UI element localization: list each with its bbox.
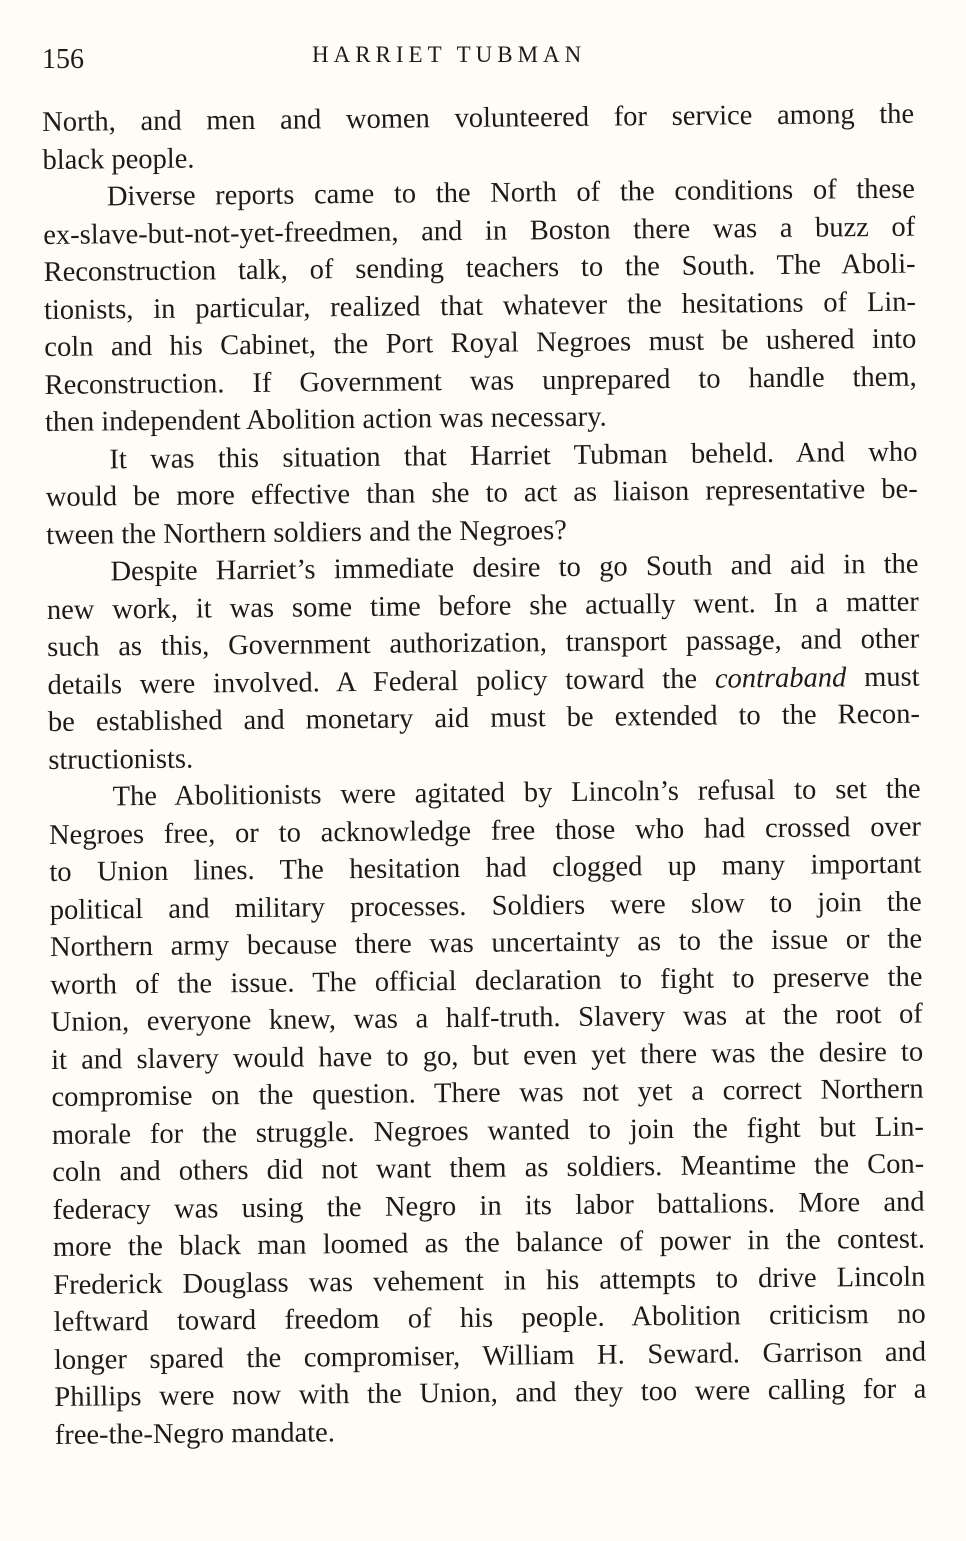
text-line: be established and monetary aid must be extended to the Recon- <box>47 698 921 738</box>
text-line: morale for the struggle. Negroes wanted to join the fight but Lin- <box>51 1111 925 1151</box>
text-line: ex-slave-but-not-yet-freedmen, and in Boston there was a buzz of <box>43 211 916 251</box>
text-line: Reconstruction talk, of sending teachers to the South. The Aboli- <box>43 248 916 288</box>
text-line: leftward toward freedom of his people. Abolition criticism no <box>53 1298 926 1338</box>
text-line: new work, it was some time before she actually went. In a matter <box>46 586 919 626</box>
page-header <box>42 40 906 80</box>
text-line: tween the Northern soldiers and the Negroes? <box>45 514 568 551</box>
running-title: HARRIET TUBMAN <box>312 42 587 67</box>
text-line: such as this, Government authorization, transport passage, and other <box>47 623 920 663</box>
text-line: free-the-Negro mandate. <box>54 1416 336 1451</box>
page-number: 156 <box>42 44 84 75</box>
text-line: compromise on the question. There was not yet a correct Northern <box>51 1073 924 1113</box>
text-line: political and military processes. Soldiers were slow to join the <box>49 886 922 926</box>
text-line: black people. <box>42 143 195 176</box>
text-line: structionists. <box>48 743 194 776</box>
text-line: to Union lines. The hesitation had clogged up many important <box>49 848 922 888</box>
text-line: Diverse reports came to the North of the conditions of these <box>106 173 916 213</box>
text-line: federacy was using the Negro in its labor battalions. More and <box>52 1186 925 1226</box>
text-line: tionists, in particular, realized that whatever the hesitations of Lin- <box>43 286 917 326</box>
text-line: worth of the issue. The official declaration to fight to preserve the <box>50 961 923 1001</box>
text-line: coln and others did not want them as soldiers. Meantime the Con- <box>52 1148 925 1188</box>
text-line: Phillips were now with the Union, and they too were calling for a <box>54 1373 927 1413</box>
text-line: It was this situation that Harriet Tubman beheld. And who <box>109 436 918 475</box>
text-fragment: must <box>846 661 920 693</box>
text-line: it and slavery would have to go, but even yet there was the desire to <box>51 1036 924 1076</box>
text-line: Northern army because there was uncertainty as to the issue or the <box>49 923 923 963</box>
text-line: Negroes free, or to acknowledge free those who had crossed over <box>48 811 922 851</box>
italic-term: contraband <box>714 661 847 695</box>
text-line: The Abolitionists were agitated by Lincoln’s refusal to set the <box>112 773 921 813</box>
text-line: longer spared the compromiser, William H. Seward. Garrison and <box>53 1336 927 1376</box>
text-line: Reconstruction. If Government was unprepared to handle them, <box>44 361 917 401</box>
text-line: Union, everyone knew, was a half-truth. Slavery was at the root of <box>50 998 923 1038</box>
text-fragment: details were involved. A Federal policy toward the <box>47 663 716 701</box>
text-line: Frederick Douglass was vehement in his attempts to drive Lincoln <box>53 1261 926 1301</box>
body-text <box>42 96 927 1454</box>
text-line: North, and men and women volunteered for service among the <box>42 98 915 138</box>
text-line: then independent Abolition action was necessary. <box>44 401 607 438</box>
text-line: more the black man loomed as the balance of power in the contest. <box>52 1223 926 1263</box>
text-line: Despite Harriet’s immediate desire to go South and aid in the <box>110 548 919 588</box>
text-line: coln and his Cabinet, the Port Royal Negroes must be ushered into <box>44 323 917 363</box>
text-line: would be more effective than she to act as liaison representative be- <box>45 473 918 513</box>
